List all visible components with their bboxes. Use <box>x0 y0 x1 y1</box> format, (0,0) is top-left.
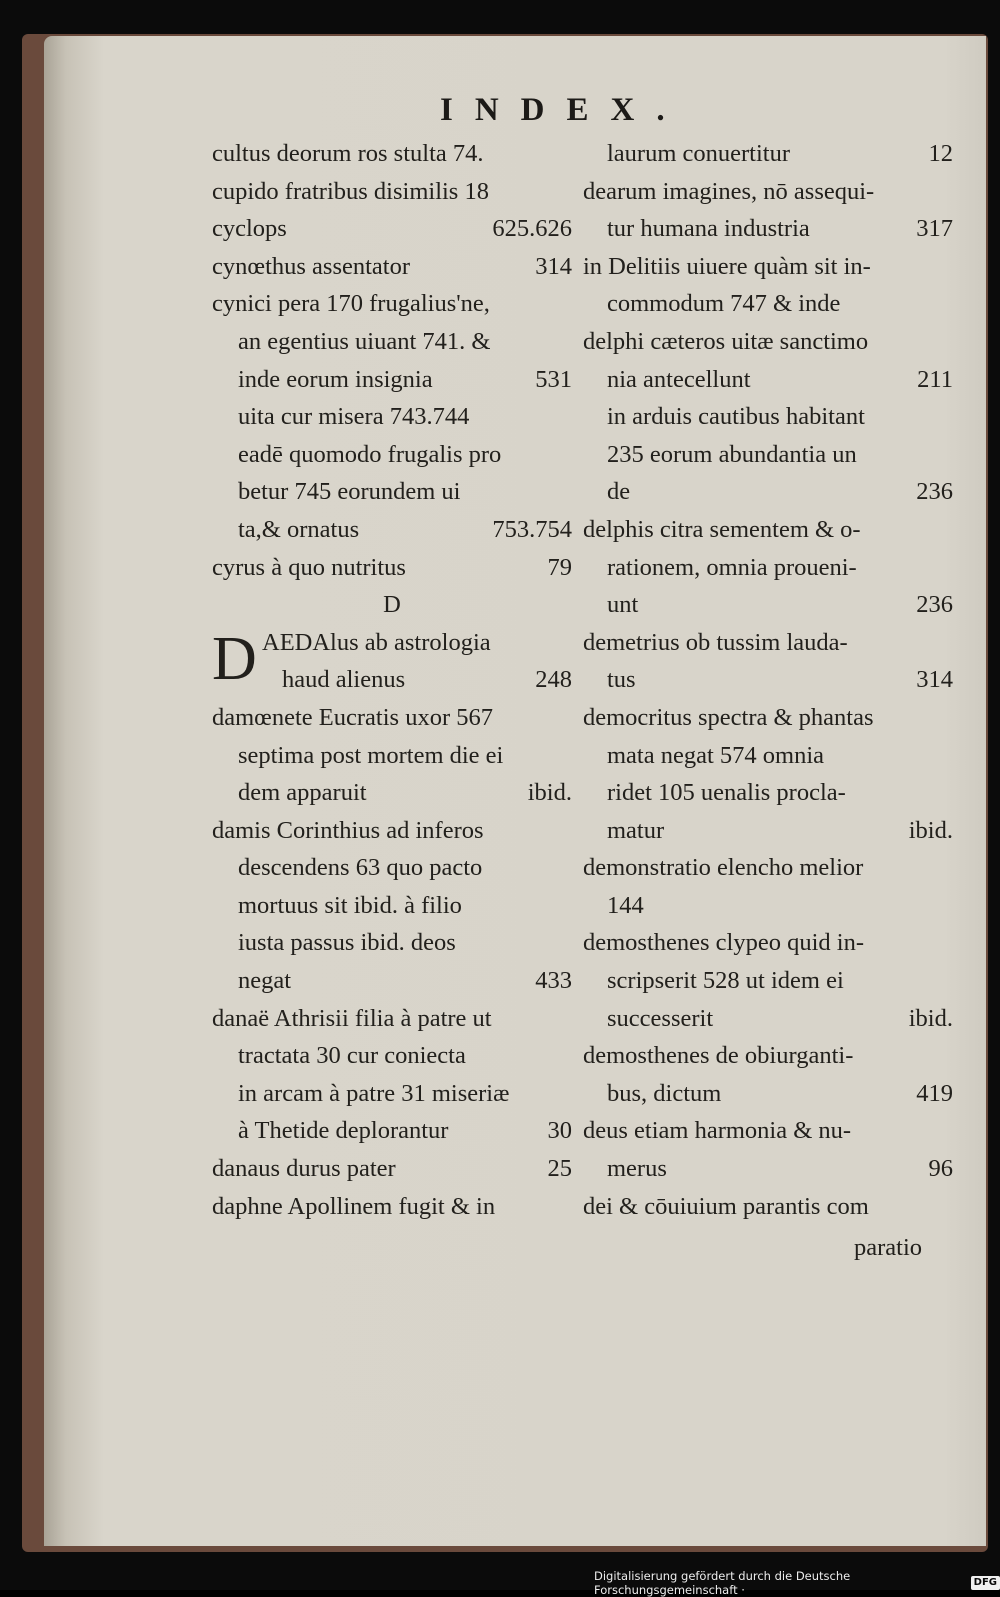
index-entry: damis Corinthius ad inferos <box>212 816 484 844</box>
index-entry: cyclops 625.626 <box>212 215 572 243</box>
index-entry: delphis citra sementem & o- <box>583 515 861 543</box>
index-entry: scripserit 528 ut idem ei <box>607 967 844 995</box>
index-entry: mata negat 574 omnia <box>607 741 825 769</box>
index-entry: tur humana industria 317 <box>607 215 953 243</box>
index-entry: mortuus sit ibid. à filio <box>238 891 462 919</box>
index-entry: cynœthus assentator 314 <box>212 252 572 280</box>
index-entry: in arcam à patre 31 miseriæ <box>238 1079 510 1107</box>
index-entry: septima post mortem die ei <box>238 741 504 769</box>
index-entry: in arduis cautibus habitant <box>607 403 865 431</box>
catchword: paratio <box>854 1234 923 1261</box>
index-entry: laurum conuertitur 12 <box>607 140 953 167</box>
index-entry: commodum 747 & inde <box>607 290 841 318</box>
index-entry: 144 <box>607 891 644 919</box>
index-entry: negat 433 <box>238 967 572 995</box>
index-entry: inde eorum insignia 531 <box>238 365 572 393</box>
index-entry: cultus deorum ros stulta 74. <box>212 140 484 167</box>
index-entry: dei & cōuiuium parantis com <box>583 1192 869 1220</box>
index-entry: eadē quomodo frugalis pro <box>238 440 502 468</box>
index-entry: danaë Athrisii filia à patre ut <box>212 1004 492 1032</box>
index-entry: democritus spectra & phantas <box>583 703 874 731</box>
drop-capital: D <box>212 624 257 693</box>
index-entry: merus 96 <box>607 1155 953 1183</box>
digitization-footer <box>594 1569 1000 1597</box>
index-entry: unt 236 <box>607 591 953 619</box>
index-entry: 235 eorum abundantia un <box>607 440 857 468</box>
index-entry: haud alienus 248 <box>282 666 572 694</box>
index-entry: deus etiam harmonia & nu- <box>583 1117 852 1145</box>
index-entry: nia antecellunt 211 <box>607 365 953 393</box>
index-entry: successerit ibid. <box>607 1004 953 1032</box>
page-header: INDEX. <box>440 92 687 128</box>
index-entry: demetrius ob tussim lauda- <box>583 628 848 656</box>
index-entry: rationem, omnia proueni- <box>607 553 857 581</box>
index-entry: demosthenes clypeo quid in- <box>583 929 865 957</box>
index-entry: daphne Apollinem fugit & in <box>212 1192 496 1220</box>
index-entry: ridet 105 uenalis procla- <box>607 779 846 807</box>
index-entry: iusta passus ibid. deos <box>238 929 456 957</box>
section-letter: D <box>383 591 401 619</box>
index-entry: delphi cæteros uitæ sanctimo <box>583 327 869 355</box>
index-entry: tus 314 <box>607 666 953 694</box>
index-entry: D AEDAlus ab astrologia <box>212 624 491 693</box>
dfg-logo: DFG <box>971 1576 1000 1590</box>
index-entry: dearum imagines, nō assequi- <box>583 177 875 205</box>
footer-text: Digitalisierung gefördert durch die Deutsche Forschungsgemeinschaft · <box>594 1569 851 1597</box>
index-entry: à Thetide deplorantur 30 <box>238 1117 572 1145</box>
index-entry: cyrus à quo nutritus 79 <box>212 553 572 581</box>
index-entry: demonstratio elencho melior <box>583 854 864 882</box>
index-entry: tractata 30 cur coniecta <box>238 1042 466 1070</box>
index-entry: dem apparuit ibid. <box>238 779 572 807</box>
index-entry: damœnete Eucratis uxor 567 <box>212 703 493 731</box>
index-entry: betur 745 eorundem ui <box>238 478 461 506</box>
index-entry: uita cur misera 743.744 <box>238 403 470 431</box>
right-column <box>583 135 953 1225</box>
index-entry: matur ibid. <box>607 816 953 844</box>
index-entry: bus, dictum 419 <box>607 1079 953 1107</box>
index-entry: demosthenes de obiurganti- <box>583 1042 854 1070</box>
index-entry: cynici pera 170 frugalius'ne, <box>212 290 490 318</box>
left-column <box>212 135 572 1225</box>
index-entry: ta,& ornatus 753.754 <box>238 515 572 543</box>
index-entry: in Delitiis uiuere quàm sit in- <box>583 252 871 280</box>
index-entry: danaus durus pater 25 <box>212 1155 572 1183</box>
index-entry: cupido fratribus disimilis 18 <box>212 177 489 205</box>
index-entry: descendens 63 quo pacto <box>238 854 483 882</box>
index-entry: de 236 <box>607 478 953 506</box>
index-entry: an egentius uiuant 741. & <box>238 327 491 355</box>
